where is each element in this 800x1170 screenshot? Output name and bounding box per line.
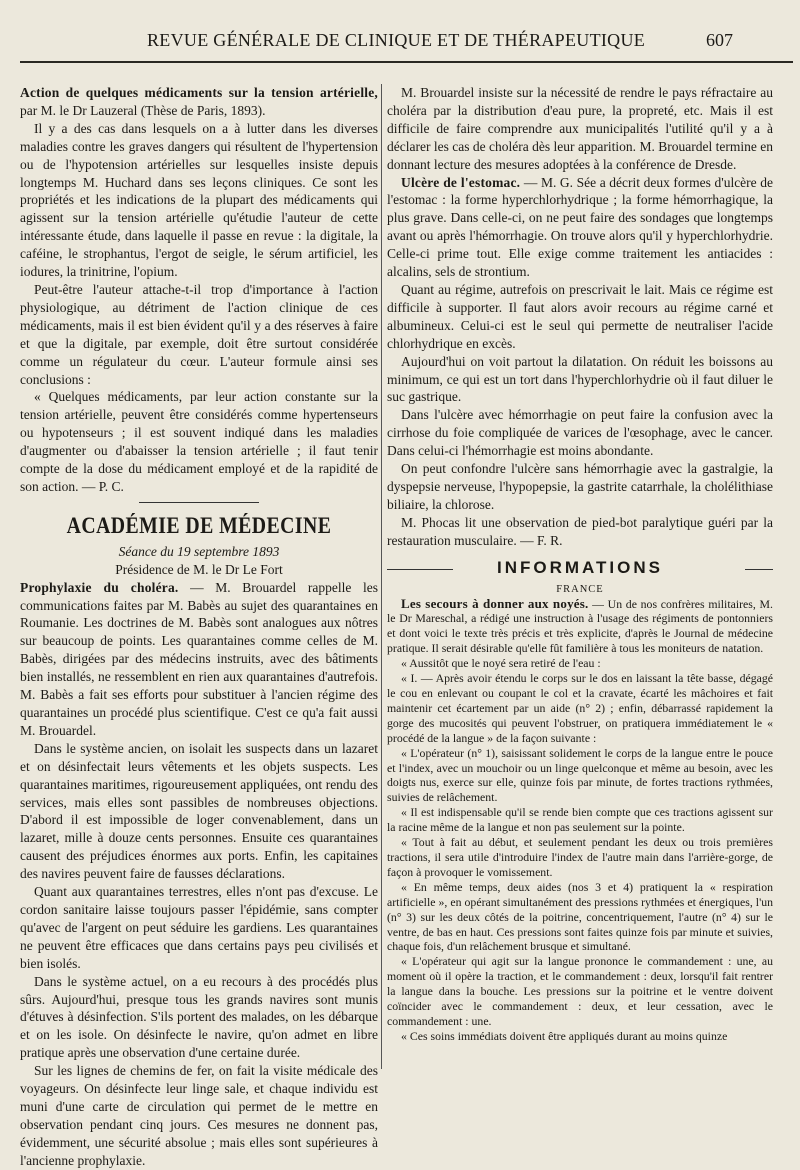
article-noyes-heading: Les secours à donner aux noyés.	[401, 595, 589, 611]
article-noyes-paragraph: « L'opérateur qui agit sur la langue prononce le commandement : une, au moment où il opère la traction, et le commandement : deux, lorsqu'il fait rentrer la langue dans la bouche. Les pressions sur la poitrine et le ventre doivent coïncider avec le commandement : deux, et leur cessation, avec le commandement : une.	[387, 954, 773, 1028]
header-rule	[20, 61, 793, 63]
presidence-line: Présidence de M. le Dr Le Fort	[115, 561, 283, 577]
article-ulcere-paragraph: Quant au régime, autrefois on prescrivait le lait. Mais ce régime est difficile à supporter. Il faut alors avoir recours au régime carné et albumineux. Celui-ci est le seul qui permette de neutraliser l'acide chlorhydrique en excès.	[387, 281, 773, 351]
article-noyes-intro	[387, 597, 773, 657]
page-number: 607	[706, 30, 733, 50]
article-tension-paragraph: Peut-être l'auteur attache-t-il trop d'importance à l'action physiologique, au détriment de l'action clinique de ces médicaments, mais il est bien évident qu'il y a des réserves à faire et que la digitale, par exemple, doit être surtout considérée comme un régulateur du cœur. L'auteur formule ainsi ses conclusions :	[20, 281, 378, 387]
country-label: FRANCE	[556, 583, 604, 595]
article-cholera-paragraph: Quant aux quarantaines terrestres, elles n'ont pas d'excuse. Le cordon sanitaire laisse toujours passer l'épidémie, sans compter qu'avec de l'argent on peut séduire les gardiens. Les quarantaines ne peuvent être efficaces que dans certains pays peu civilisés et bien isolés.	[20, 884, 378, 971]
left-column	[20, 84, 378, 1170]
article-cholera-continuation: M. Brouardel insiste sur la nécessité de rendre le pays réfractaire au choléra par la distribution d'eau pure, la propreté, etc. Mais il est difficile de faire comprendre aux municipalités l'utilité qu'il y a à déclarer les cas de choléra dès leur apparition. M. Brouardel termine en donnant lecture des mesures adoptées à la conférence de Dresde.	[387, 85, 773, 172]
informations-header	[387, 558, 773, 578]
article-ulcere-paragraph: On peut confondre l'ulcère sans hémorrhagie avec la gastralgie, la dyspepsie nerveuse, l'hypopepsie, la gastrite catarrhale, la cholélithiase biliaire, la chlorose.	[387, 461, 773, 512]
article-tension-paragraph: « Quelques médicaments, par leur action constante sur la tension artérielle, peuvent être considérés comme hypertenseurs ou hypotenseurs ; il est souvent indiqué dans les maladies d'augmenter ou d'abaisser la tension artérielle ; il faut tenir compte de la dose du médicament employé et de la rapidité de son action. — P. C.	[20, 389, 378, 494]
article-tension-intro	[20, 84, 378, 120]
article-cholera-paragraph: Dans le système actuel, on a eu recours à des procédés plus sûrs. Aujourd'hui, presque tous les grands navires sont munis d'étuves à désinfection. S'ils portent des malades, on les débarque et on les isole. On désinfecte le navire, qu'on admet en libre pratique après une observation d'une certaine durée.	[20, 973, 378, 1061]
section-rule	[139, 502, 259, 503]
article-ulcere-paragraph: — M. G. Sée a décrit deux formes d'ulcère de l'estomac : la forme hyperchlorhydrique ; la forme hémorrhagique, la plus grave. Dans celle-ci, on ne peut faire des sondages que longtemps avant ou après l'hémorrhagie. On trouve alors qu'il y hyperchlorhydrie. Celle-ci prime tout. Elle exige comme traitement les antiacides : alcalins, sels de strontium.	[387, 174, 773, 280]
informations-rule-left	[387, 569, 453, 570]
article-ulcere-paragraph: M. Phocas lit une observation de pied-bot paralytique guéri par la restauration musculaire. — F. R.	[387, 514, 773, 548]
article-noyes-paragraph: — Un de nos confrères militaires, M. le Dr Mareschal, a rédigé une instruction à l'usage des régiments de pontonniers et dont voici le texte très précis et très explicite, d'après le Journal de médecine pratique. Il serait désirable qu'elle fût familière à tous les moniteurs de natation.	[387, 596, 773, 656]
right-column	[387, 84, 773, 1044]
article-cholera-paragraph: — M. Brouardel rappelle les communications faites par M. Babès au sujet des quarantaines en Roumanie. Les doctrines de M. Babès sont analogues aux nôtres sur beaucoup de points. Les quarantaines comme celles de M. Babès, dirigées par des médecins instruits, avec des bâtiments bien installés, ne ressemblent en rien aux quarantaines d'autrefois. M. Babès a fait ses efforts pour substituer à l'ancien régime des quarantaines un procédé plus scientifique. C'est ce qu'a fait aussi M. Brouardel.	[20, 579, 378, 738]
article-ulcere-intro	[387, 174, 773, 281]
article-ulcere-paragraph: Dans l'ulcère avec hémorrhagie on peut faire la confusion avec la cirrhose du foie compliquée de varices de l'œsophage, avec le cancer. Dans celui-ci l'hémorrhagie est moins abondante.	[387, 407, 773, 459]
article-noyes-paragraph: « Ces soins immédiats doivent être appliqués durant au moins quinze	[401, 1028, 728, 1043]
article-ulcere-heading: Ulcère de l'estomac.	[401, 174, 521, 190]
article-tension-byline: par M. le Dr Lauzeral (Thèse de Paris, 1893).	[20, 102, 266, 118]
article-tension-heading: Action de quelques médicaments sur la tension artérielle,	[20, 85, 378, 100]
article-noyes-paragraph: « En même temps, deux aides (nos 3 et 4) pratiquent la « respiration artificielle », en opérant simultanément des pressions rythmées et énergiques, l'un (n° 3) sur les deux côtés de la poitrine, concentriquement, l'autre (n° 4) sur le ventre, de bas en haut. Ces pressions sont faites quinze fois par minute et suivies, chaque fois, d'un relâchement brusque et simultané.	[387, 879, 773, 954]
article-noyes-paragraph: « Aussitôt que le noyé sera retiré de l'eau :	[401, 656, 601, 671]
running-title: REVUE GÉNÉRALE DE CLINIQUE ET DE THÉRAPEUTIQUE	[147, 30, 646, 50]
article-cholera-heading: Prophylaxie du choléra.	[20, 579, 179, 595]
article-noyes-paragraph: « I. — Après avoir étendu le corps sur le dos en laissant la tête basse, dégagé le cou en enlevant ou coupant le col et la cravate, écarté les mâchoires et fait maintenir cet écartement par un aide (n° 2) ; enfin, débarrassé rapidement la gorge des mucosités qui peuvent l'obstruer, on pratiquera immédiatement le « procédé de la langue » de la façon suivante :	[387, 671, 773, 745]
article-cholera-paragraph: Dans le système ancien, on isolait les suspects dans un lazaret et on désinfectait leurs vêtements et les objets suspects. Les quarantaines maritimes, rigoureusement appliquées, ont rendu des services, mais elles sont passibles de nombreuses objections. D'abord il est impossible de loger convenablement, dans un lazaret, mille à douze cents personnes. Ensuite ces quarantaines causent des préjudices énormes aux ports. Enfin, les capitaines des navires peuvent faire de fausses déclarations.	[20, 740, 378, 882]
academie-title: ACADÉMIE DE MÉDECINE	[66, 512, 332, 538]
informations-rule-right	[745, 569, 773, 570]
article-noyes-paragraph: « Tout à fait au début, et seulement pendant les deux ou trois premières tractions, il sera utile d'introduire l'index de l'autre main dans l'arrière-gorge, de façon à provoquer le vomissement.	[387, 835, 773, 879]
article-noyes-paragraph: « L'opérateur (n° 1), saisissant solidement le corps de la langue entre le pouce et l'index, avec un mouchoir ou un linge quelconque et même au besoin, avec les doigts nus, exerce sur elle, quinze fois par minute, de fortes tractions rythmées, suivies de relâchement.	[387, 745, 773, 805]
article-cholera-intro	[20, 579, 378, 740]
article-noyes-paragraph: « Il est indispensable qu'il se rende bien compte que ces tractions agissent sur la racine même de la langue et non pas seulement sur la pointe.	[387, 805, 773, 835]
article-ulcere-paragraph: Aujourd'hui on voit partout la dilatation. On réduit les boissons au minimum, ce qui est un tort dans l'hyperchlorhydrie où il faut diluer le suc gastrique.	[387, 353, 773, 405]
seance-date: Séance du 19 septembre 1893	[118, 543, 280, 559]
article-cholera-paragraph: Sur les lignes de chemins de fer, on fait la visite médicale des voyageurs. On désinfecte leur linge sale, et chaque individu est muni d'une carte de circulation qui permet de le mettre en observation pendant cinq jours. Ces mesures ne donnent pas, évidemment, une sécurité absolue ; mais elles sont supérieures à l'ancienne prophylaxie.	[20, 1063, 378, 1168]
article-tension-paragraph: Il y a des cas dans lesquels on a à lutter dans les diverses maladies contre les graves dangers qui résultent de l'hypertension ou de l'hypotension artérielles sur lesquelles insiste depuis longtemps M. Huchard dans ses leçons cliniques. Ce sont les propriétés et les indications de la plupart des médicaments qui agissent sur la tension artérielle qu'étudie l'auteur de cette intéressante étude, dans laquelle il passe en revue : la digitale, la caféine, le strophantus, l'ergot de seigle, le sérum artificiel, les iodures, la trinitrine, l'opium.	[20, 120, 378, 280]
page-header	[0, 0, 800, 62]
column-divider	[381, 84, 382, 1069]
informations-title: INFORMATIONS	[496, 557, 663, 577]
